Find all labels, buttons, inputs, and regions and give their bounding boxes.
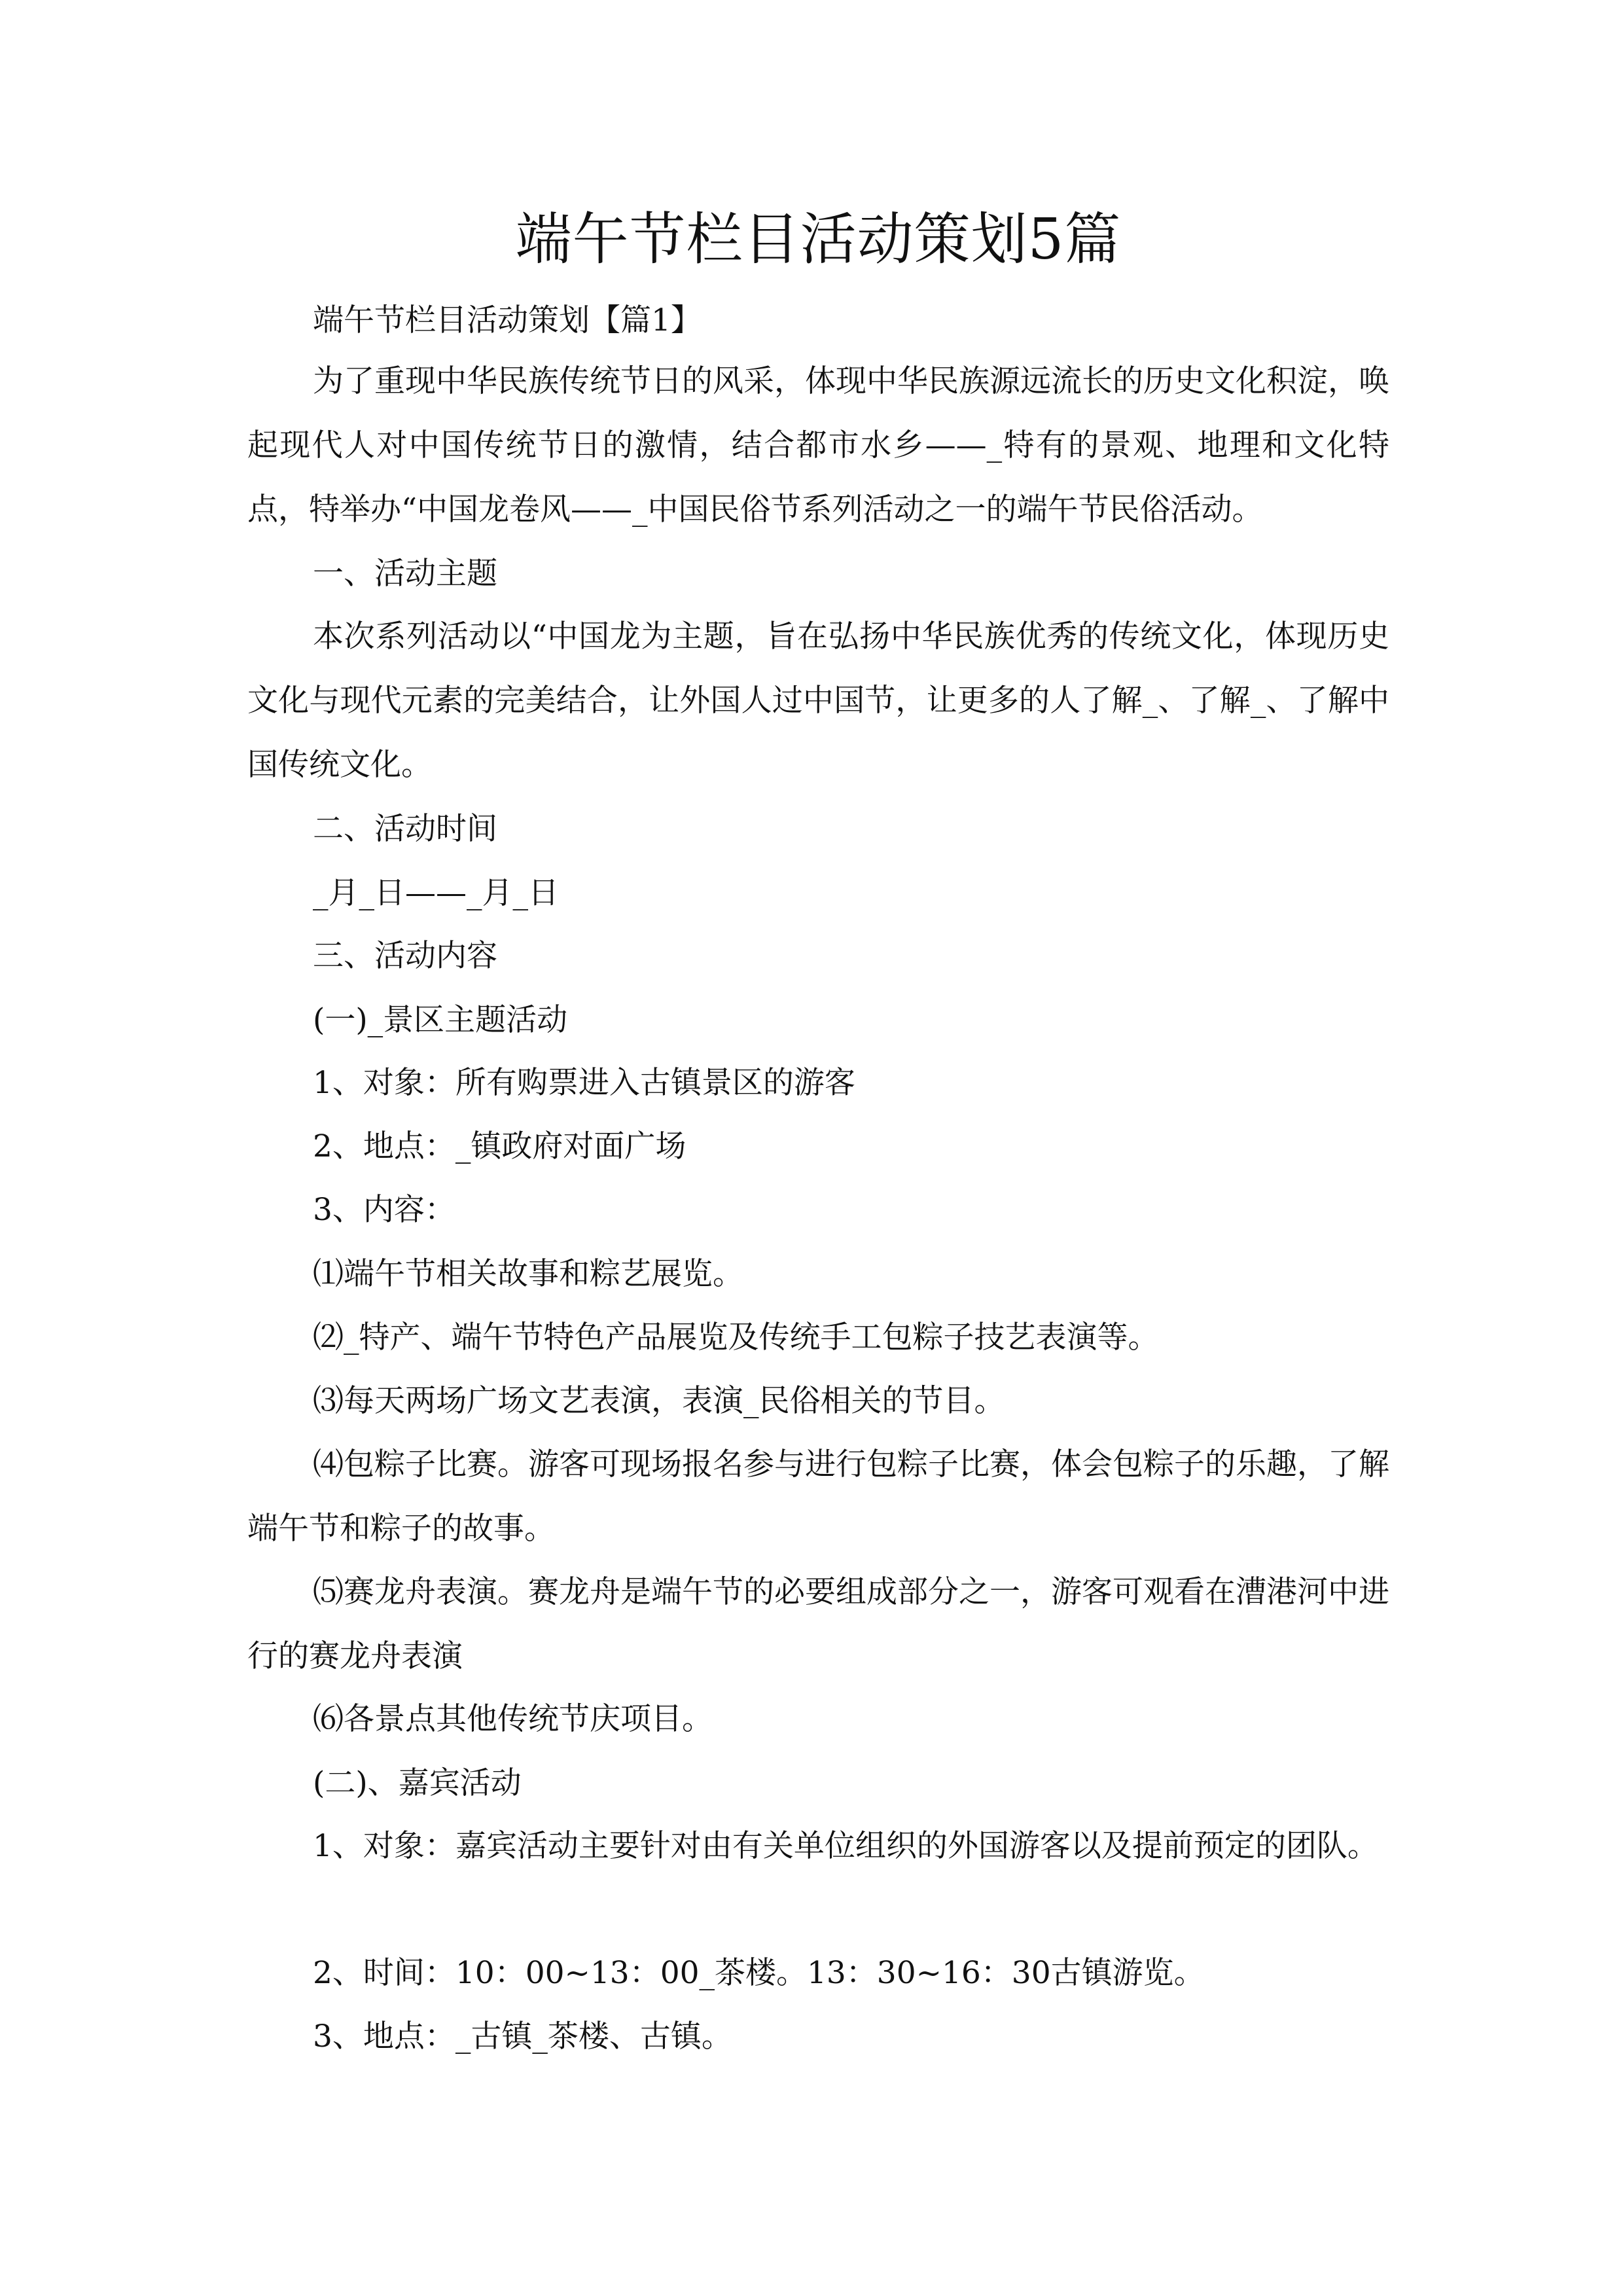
content-item-6: ⑹各景点其他传统节庆项目。 [313,1701,713,1737]
content-item-4: ⑷包粽子比赛。游客可现场报名参与进行包粽子比赛，体会包粽子的乐趣，了解端午节和粽子的故事。 [247,1446,1389,1547]
subsection-1-heading: (一)_景区主题活动 [313,1002,568,1038]
subsection-1-item-3: 3、内容： [313,1192,455,1228]
content-item-5: ⑸赛龙舟表演。赛龙舟是端午节的必要组成部分之一，游客可观看在漕港河中进行的赛龙舟表演 [247,1574,1389,1674]
content-item-2: ⑵_特产、端午节特色产品展览及传统手工包粽子技艺表演等。 [313,1319,1159,1355]
section-3-heading: 三、活动内容 [313,938,497,974]
subsection-2-item-2: 2、时间：10：00~13：00_茶楼。13：30~16：30古镇游览。 [313,1955,1205,1991]
section-2-body: _月_日——_月_日 [313,875,559,911]
subtitle: 端午节栏目活动策划【篇1】 [313,302,702,338]
section-1-body: 本次系列活动以“中国龙为主题，旨在弘扬中华民族优秀的传统文化，体现历史文化与现代元素的完美结合，让外国人过中国节，让更多的人了解_、了解_、了解中国传统文化。 [247,619,1389,783]
content-item-3: ⑶每天两场广场文艺表演，表演_民俗相关的节目。 [313,1383,1005,1419]
section-2-heading: 二、活动时间 [313,811,497,847]
subsection-1-item-1: 1、对象：所有购票进入古镇景区的游客 [313,1065,855,1101]
subsection-2-heading: (二)、嘉宾活动 [313,1765,522,1801]
document-title: 端午节栏目活动策划5篇 [515,207,1122,272]
section-1-heading: 一、活动主题 [313,556,497,592]
intro-paragraph: 为了重现中华民族传统节日的风采，体现中华民族源远流长的历史文化积淀，唤起现代人对中国传统节日的激情，结合都市水乡——_特有的景观、地理和文化特点，特举办“中国龙卷风——_中国民俗节系列活动之一的端午节民俗活动。 [247,363,1389,528]
subsection-1-item-2: 2、地点：_镇政府对面广场 [313,1128,687,1164]
content-item-1: ⑴端午节相关故事和粽艺展览。 [313,1256,743,1292]
subsection-2-item-1: 1、对象：嘉宾活动主要针对由有关单位组织的外国游客以及提前预定的团队。 [313,1828,1378,1864]
subsection-2-item-3: 3、地点：_古镇_茶楼、古镇。 [313,2018,732,2054]
